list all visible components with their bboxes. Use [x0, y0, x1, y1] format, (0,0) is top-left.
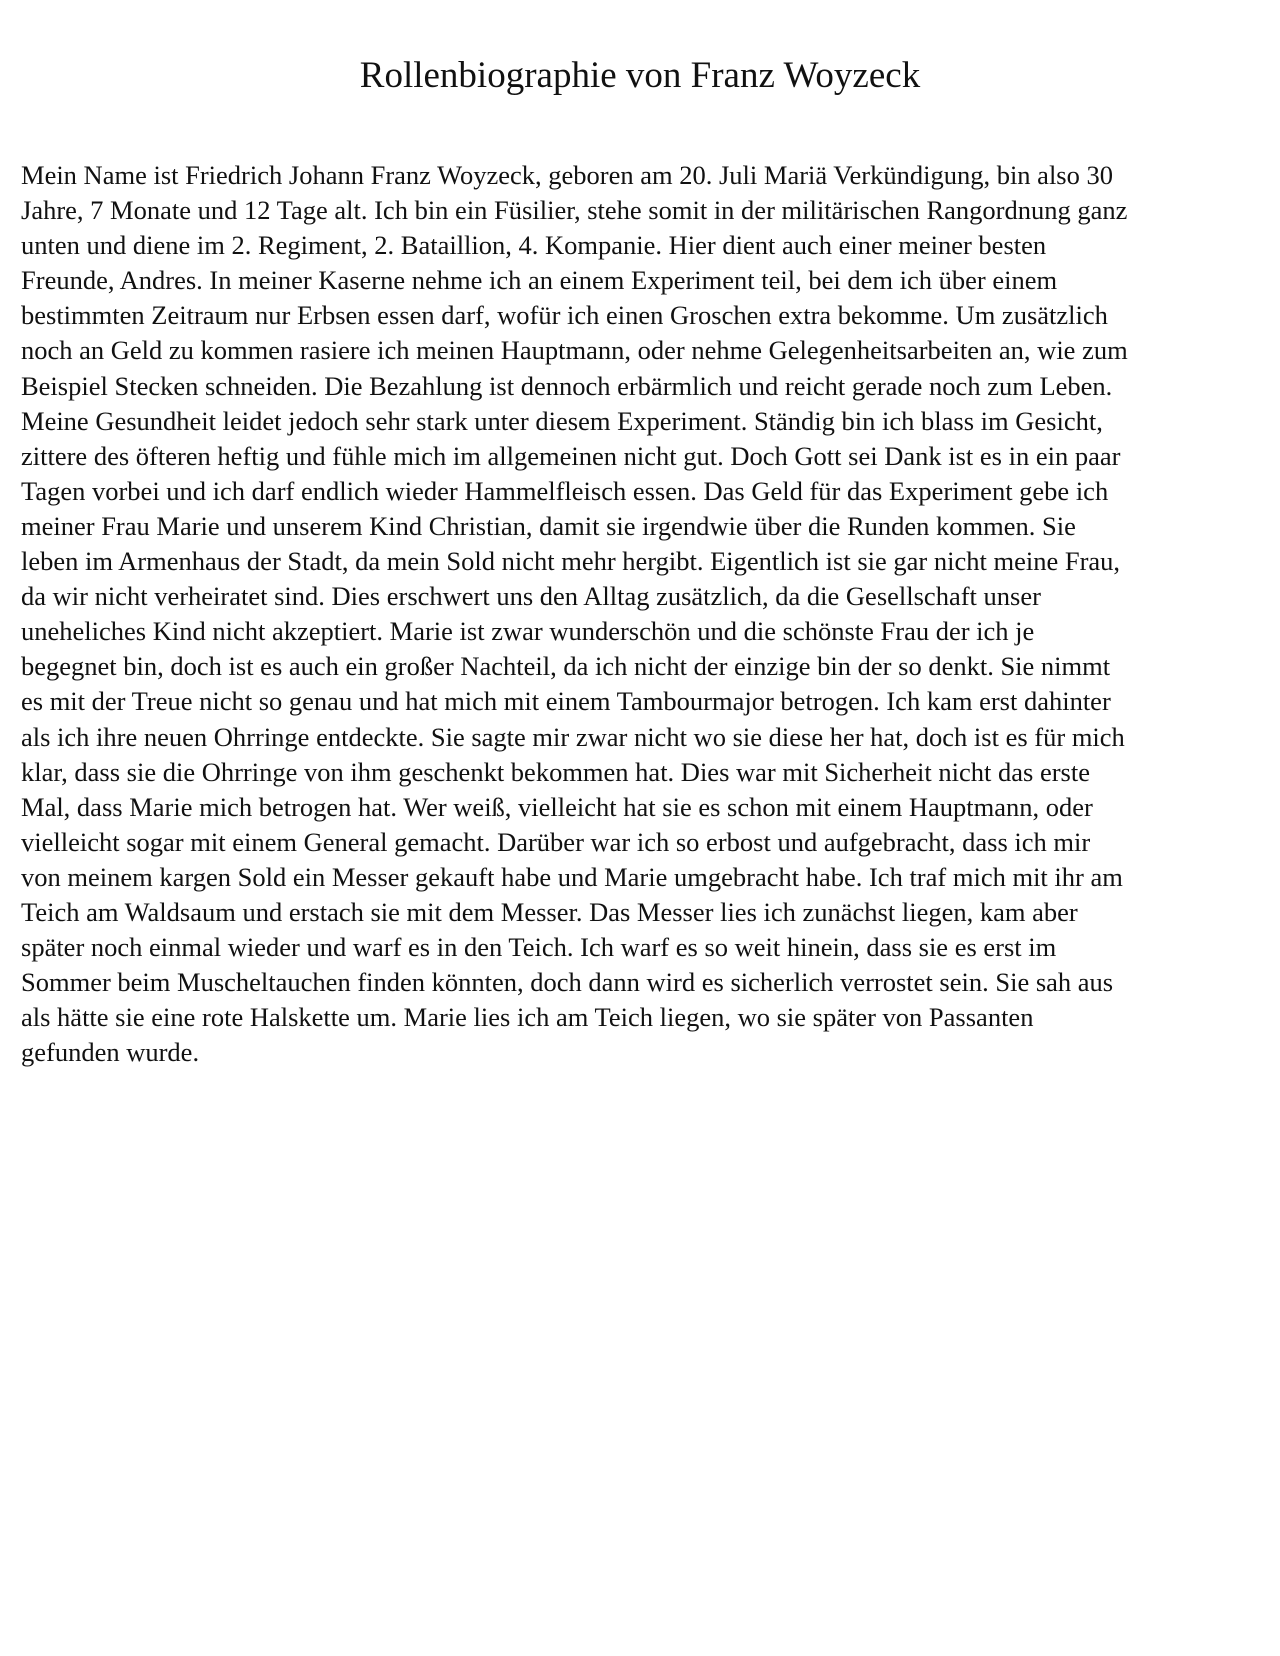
document-title: Rollenbiographie von Franz Woyzeck: [359, 55, 921, 96]
body-line: Tagen vorbei und ich darf endlich wieder Hammelfleisch essen. Das Geld für das Experiment gebe ich: [21, 475, 1109, 506]
body-line: gefunden wurde.: [21, 1037, 200, 1068]
body-line: vielleicht sogar mit einem General gemacht. Darüber war ich so erbost und aufgebracht, dass ich mir: [21, 826, 1091, 857]
body-line: als ich ihre neuen Ohrringe entdeckte. Sie sagte mir zwar nicht wo sie diese her hat, doch ist es für mich: [21, 721, 1125, 752]
body-line: Teich am Waldsaum und erstach sie mit dem Messer. Das Messer lies ich zunächst liegen, kam aber: [21, 896, 1078, 927]
body-line: es mit der Treue nicht so genau und hat mich mit einem Tambourmajor betrogen. Ich kam erst dahinter: [21, 686, 1111, 717]
body-line: Jahre, 7 Monate und 12 Tage alt. Ich bin ein Füsilier, stehe somit in der militärischen Rangordnung ganz: [21, 195, 1128, 226]
body-line: begegnet bin, doch ist es auch ein großer Nachteil, da ich nicht der einzige bin der so denkt. Sie nimmt: [21, 651, 1111, 682]
body-line: als hätte sie eine rote Halskette um. Marie lies ich am Teich liegen, wo sie später von Passanten: [21, 1002, 1034, 1033]
body-line: Mal, dass Marie mich betrogen hat. Wer weiß, vielleicht hat sie es schon mit einem Hauptmann, oder: [21, 791, 1093, 822]
body-line: Freunde, Andres. In meiner Kaserne nehme ich an einem Experiment teil, bei dem ich über einem: [21, 265, 1058, 296]
body-line: Meine Gesundheit leidet jedoch sehr stark unter diesem Experiment. Ständig bin ich blass im Gesicht,: [21, 405, 1103, 436]
body-line: Beispiel Stecken schneiden. Die Bezahlung ist dennoch erbärmlich und reicht gerade noch zum Leben.: [21, 370, 1113, 401]
body-line: klar, dass sie die Ohrringe von ihm geschenkt bekommen hat. Dies war mit Sicherheit nicht das erste: [21, 756, 1090, 787]
body-line: Sommer beim Muscheltauchen finden könnten, doch dann wird es sicherlich verrostet sein. Sie sah aus: [21, 967, 1114, 998]
body-line: da wir nicht verheiratet sind. Dies erschwert uns den Alltag zusätzlich, da die Gesellschaft unser: [21, 581, 1041, 612]
body-line: meiner Frau Marie und unserem Kind Christian, damit sie irgendwie über die Runden kommen. Sie: [21, 510, 1076, 541]
body-line: unten und diene im 2. Regiment, 2. Bataillion, 4. Kompanie. Hier dient auch einer meiner besten: [21, 230, 1047, 261]
body-line: uneheliches Kind nicht akzeptiert. Marie ist zwar wunderschön und die schönste Frau der ich je: [21, 616, 1035, 647]
body-line: später noch einmal wieder und warf es in den Teich. Ich warf es so weit hinein, dass sie es erst im: [21, 932, 1057, 963]
body-line: bestimmten Zeitraum nur Erbsen essen darf, wofür ich einen Groschen extra bekomme. Um zusätzlich: [21, 300, 1108, 331]
body-line: zittere des öfteren heftig und fühle mich im allgemeinen nicht gut. Doch Gott sei Dank ist es in ein paar: [21, 440, 1121, 471]
body-line: Mein Name ist Friedrich Johann Franz Woyzeck, geboren am 20. Juli Mariä Verkündigung, bin also 30: [21, 160, 1113, 190]
body-line: noch an Geld zu kommen rasiere ich meinen Hauptmann, oder nehme Gelegenheitsarbeiten an, wie zum: [21, 335, 1128, 366]
body-line: leben im Armenhaus der Stadt, da mein Sold nicht mehr hergibt. Eigentlich ist sie gar nicht meine Frau,: [21, 546, 1121, 577]
document-body: [21, 158, 1266, 1070]
body-line: von meinem kargen Sold ein Messer gekauft habe und Marie umgebracht habe. Ich traf mich mit ihr am: [21, 861, 1123, 892]
